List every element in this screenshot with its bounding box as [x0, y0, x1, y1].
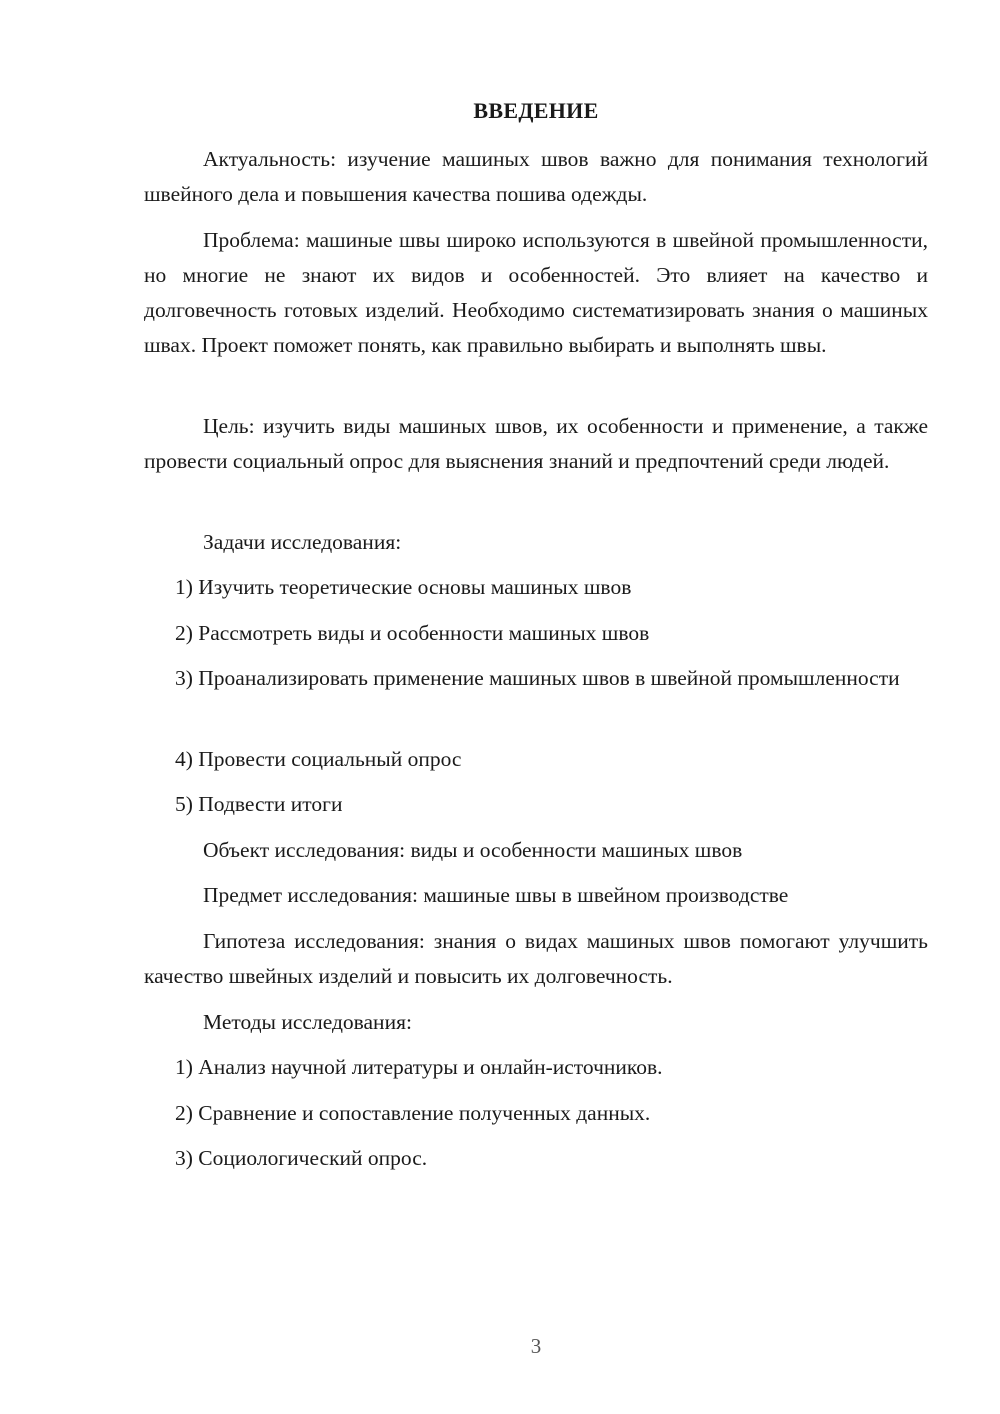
paragraph-subject: Предмет исследования: машиные швы в швейном производстве	[203, 883, 789, 907]
section-title: ВВЕДЕНИЕ	[473, 98, 599, 123]
page-number: 3	[530, 1334, 542, 1358]
paragraph-relevance: Актуальность: изучение машиных швов важно для понимания технологий швейного дела и повышения качества пошива одежды.	[144, 147, 928, 206]
paragraph-goal: Цель: изучить виды машиных швов, их особенности и применение, а также провести социальный опрос для выяснения знаний и предпочтений среди людей.	[144, 414, 928, 473]
document-page	[144, 0, 928, 1414]
paragraph-hypothesis: Гипотеза исследования: знания о видах машиных швов помогают улучшить качество швейных изделий и повысить их долговечность.	[144, 929, 928, 988]
task-item-3: 3) Проанализировать применение машиных швов в швейной промышленности	[175, 666, 900, 690]
paragraph-object: Объект исследования: виды и особенности машиных швов	[203, 838, 743, 862]
method-item-2: 2) Сравнение и сопоставление полученных данных.	[175, 1101, 651, 1125]
task-item-4: 4) Провести социальный опрос	[175, 747, 462, 771]
paragraph-tasks-heading: Задачи исследования:	[203, 530, 402, 554]
paragraph-methods-heading: Методы исследования:	[203, 1010, 412, 1034]
task-item-2: 2) Рассмотреть виды и особенности машиных швов	[175, 621, 650, 645]
method-item-1: 1) Анализ научной литературы и онлайн-источников.	[175, 1055, 663, 1079]
task-item-5: 5) Подвести итоги	[175, 792, 343, 816]
task-item-1: 1) Изучить теоретические основы машиных швов	[175, 575, 632, 599]
method-item-3: 3) Социологический опрос.	[175, 1146, 428, 1170]
paragraph-problem: Проблема: машиные швы широко используются в швейной промышленности, но многие не знают их видов и особенностей. Это влияет на качество и долговечность готовых изделий. Необходимо систематизировать знания о машиных швах. Проект поможет понять, как правильно выбирать и выполнять швы.	[144, 228, 928, 357]
